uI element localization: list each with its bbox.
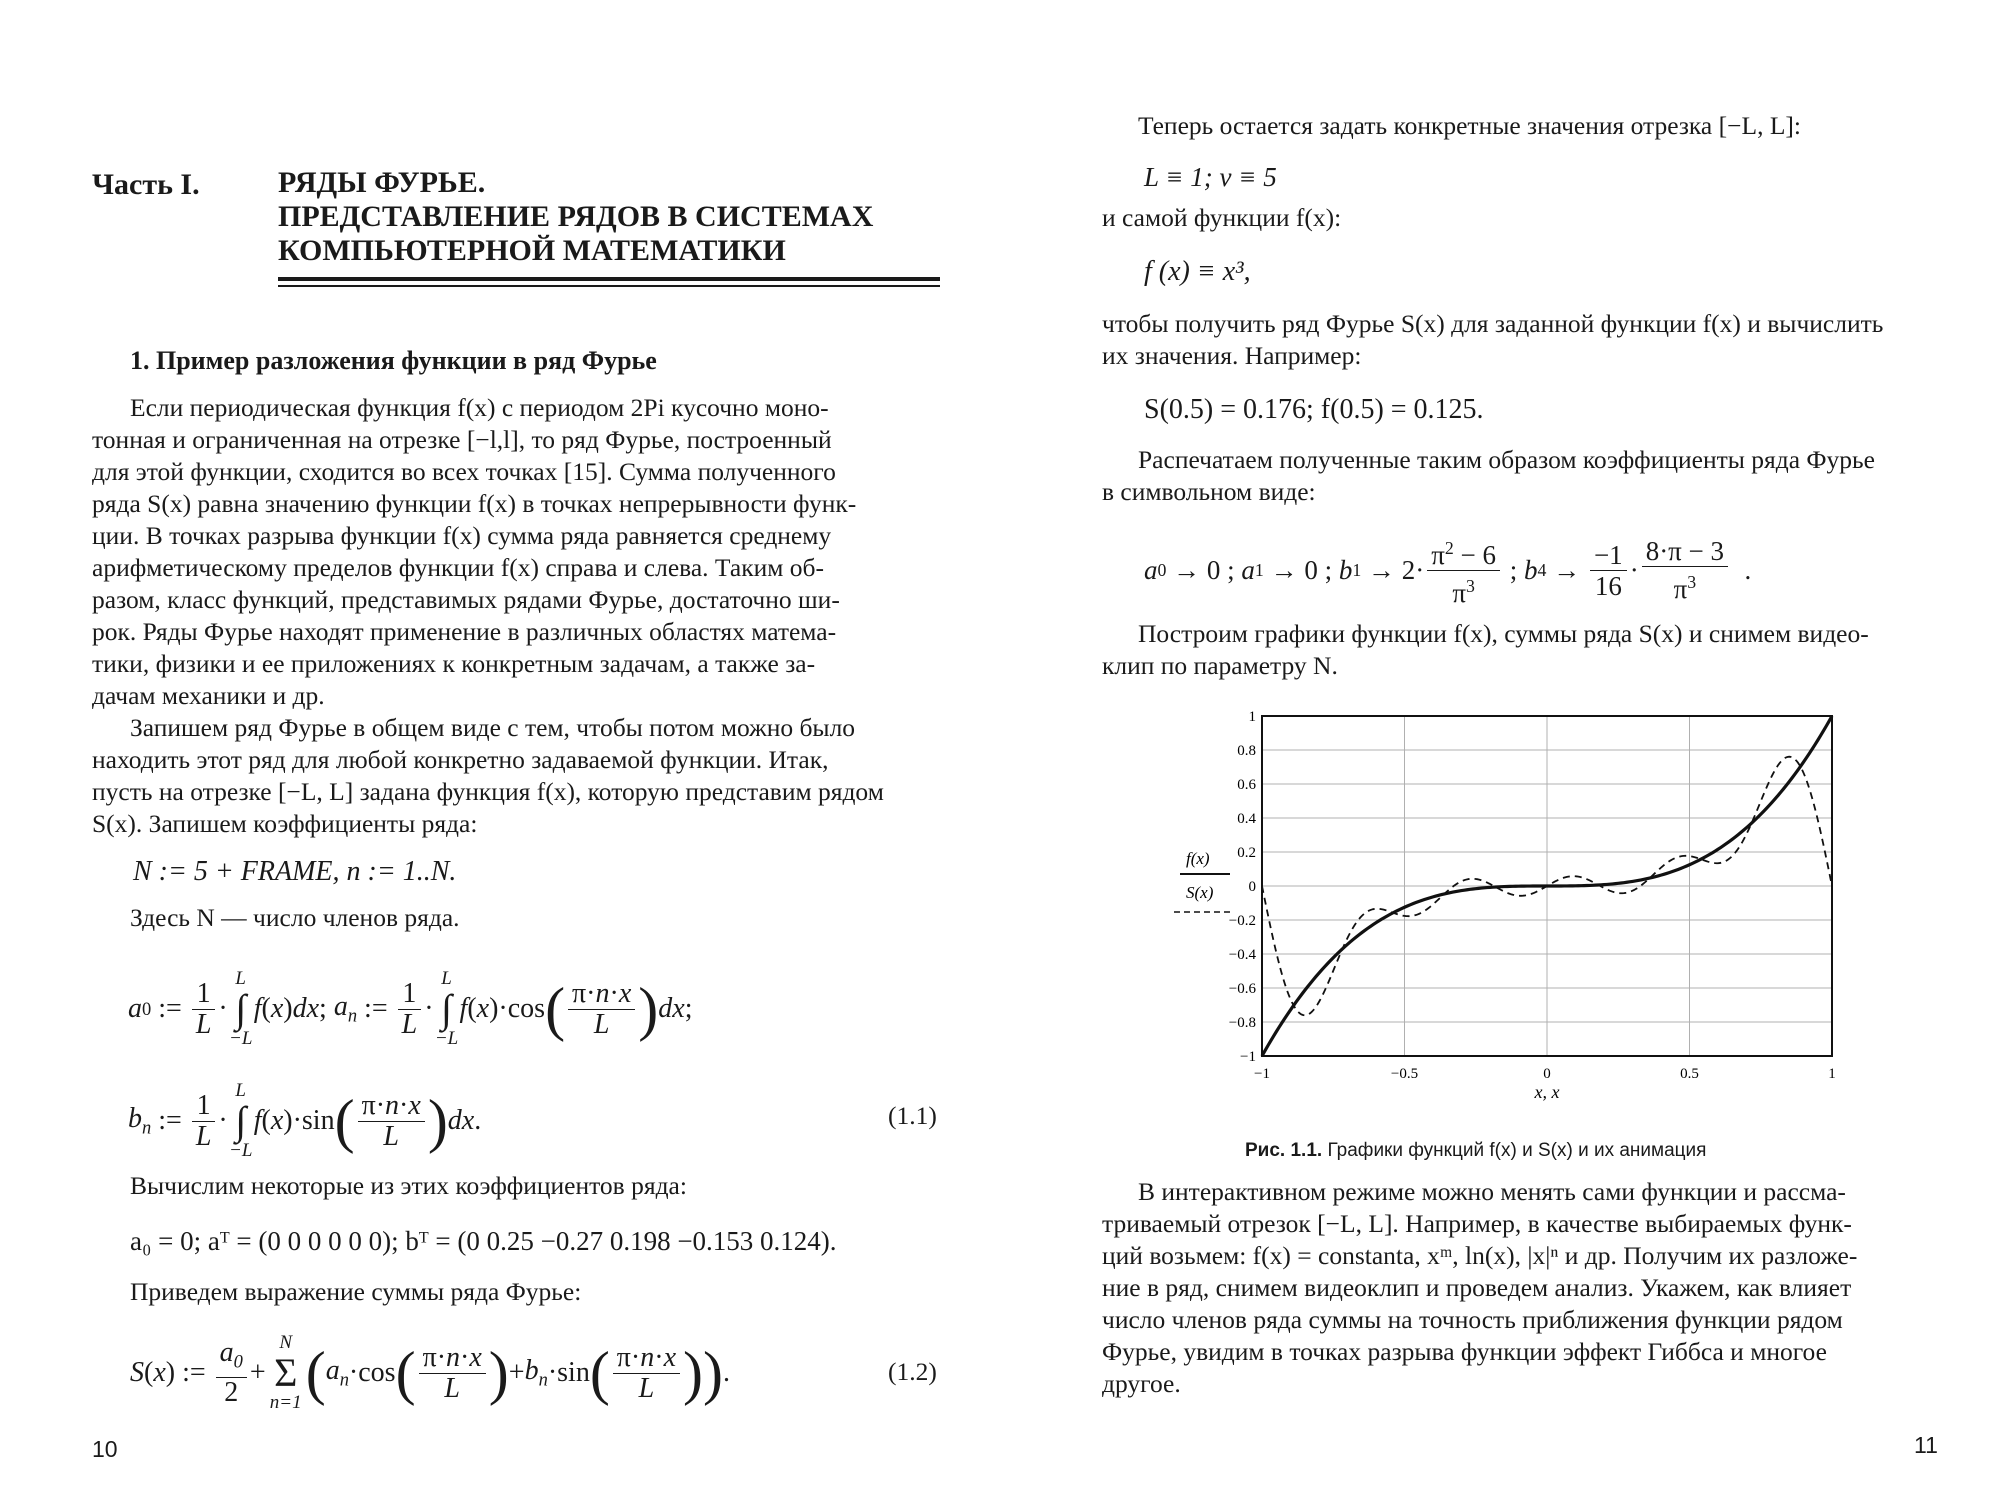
paragraph-2: [92, 712, 940, 840]
page-number: 11: [1914, 1432, 1938, 1458]
section-heading: 1. Пример разложения функции в ряд Фурье: [130, 346, 657, 375]
text-line: Фурье, увидим в точках разрыва функции эффект Гиббса и многое: [1102, 1337, 1827, 1366]
formula-values: S(0.5) = 0.176; f(0.5) = 0.125.: [1144, 394, 1484, 425]
text-line: другое.: [1102, 1369, 1181, 1398]
x-tick-label: 1: [1828, 1066, 1836, 1082]
x-axis-label: x, x: [1534, 1082, 1560, 1102]
text-line: чтобы получить ряд Фурье S(x) для заданной функции f(x) и вычислить: [1102, 309, 1884, 338]
text-line: дачам механики и др.: [92, 681, 325, 710]
x-tick-label: 0: [1543, 1066, 1551, 1082]
equation-a-coefficients: a 0 := $\frac{1}{L}$ · L ∫ −L f ( x ) dx ; $a_n$ := $\frac{1}{L}$ · L ∫ −L f ( x )·cos ( $\frac{\pi\cdot n\cdot x}{L}$ ) dx ;: [128, 968, 693, 1049]
text-line: Построим графики функции f(x), суммы ряда S(x) и снимем видео-: [1138, 619, 1869, 648]
text-compute: Вычислим некоторые из этих коэффициентов ряда:: [130, 1171, 687, 1200]
text-line: тонная и ограниченная на отрезке [−l,l], то ряд Фурье, построенный: [92, 425, 832, 454]
y-tick-label: 0.4: [1237, 811, 1256, 827]
part-title-line: ПРЕДСТАВЛЕНИЕ РЯДОВ В СИСТЕМАХ: [278, 200, 874, 233]
equation-number: (1.1): [888, 1101, 937, 1130]
figure-caption-label: Рис. 1.1.: [1245, 1140, 1323, 1161]
x-tick-labels: [1254, 1066, 1836, 1082]
text-line: для этой функции, сходится во всех точках [15]. Сумма полученного: [92, 457, 836, 486]
y-tick-label: 1: [1248, 709, 1256, 725]
formula-f: f (x) ≡ x³,: [1144, 256, 1251, 287]
text-line: ции. В точках разрыва функции f(x) сумма ряда равняется среднему: [92, 521, 832, 550]
text-line: триваемый отрезок [−L, L]. Например, в качестве выбираемых функ-: [1102, 1209, 1852, 1238]
coefficient-values: a₀ = 0; aᵀ = (0 0 0 0 0 0); bᵀ = (0 0.25 −0.27 0.198 −0.153 0.124).: [130, 1226, 837, 1256]
x-tick-label: 0.5: [1680, 1066, 1699, 1082]
text-line: разом, класс функций, представимых рядами Фурье, достаточно ши-: [92, 585, 840, 614]
y-tick-label: −0.6: [1228, 981, 1256, 997]
text-line: пусть на отрезке [−L, L] задана функция f(x), которую представим рядом: [92, 777, 884, 806]
y-tick-label: 0.2: [1237, 845, 1256, 861]
y-tick-label: −0.2: [1228, 913, 1256, 929]
text-line: рок. Ряды Фурье находят применение в различных областях матема-: [92, 617, 837, 646]
symbolic-coefficients: a 0 → 0 ; a 1 → 0 ; b 1 → 2· $\frac{\pi^2 - 6}{\pi^3}$ ; b 4 → $\frac{-1}{16}$ · $\frac{8\cdot\pi - 3}{\pi^3}$ .: [1144, 530, 1751, 610]
fourier-chart: [1160, 700, 1850, 1110]
text-line: Запишем ряд Фурье в общем виде с тем, чтобы потом можно было: [130, 713, 856, 742]
text-N-definition: Здесь N — число членов ряда.: [130, 903, 460, 932]
y-axis-label-f: f(x): [1186, 849, 1210, 868]
paragraph-1: [92, 392, 940, 712]
text-line: ций возьмем: f(x) = constanta, xᵐ, ln(x), |x|ⁿ и др. Получим их разложе-: [1102, 1241, 1858, 1270]
page-number: 10: [92, 1436, 118, 1462]
equation-fourier-sum: S ( x ) := $\frac{a_0}{2}$ + N Σ n=1 ( $a_n$ ·cos ( $\frac{\pi\cdot n\cdot x}{L}$ ) + $b_n$ ·sin ( $\frac{\pi\cdot n\cdot x}{L}$ )) .: [130, 1332, 730, 1413]
text-sum: Приведем выражение суммы ряда Фурье:: [130, 1277, 582, 1306]
text-line: находить этот ряд для любой конкретно задаваемой функции. Итак,: [92, 745, 829, 774]
y-tick-label: −0.4: [1228, 947, 1256, 963]
y-tick-label: 0.8: [1237, 743, 1256, 759]
text-line: ряда S(x) равна значению функции f(x) в точках непрерывности функ-: [92, 489, 857, 518]
part-title: [278, 166, 873, 268]
y-axis-label-S: S(x): [1186, 883, 1214, 902]
y-tick-label: 0: [1248, 879, 1256, 895]
y-tick-label: −1: [1240, 1049, 1256, 1065]
text-interval: Теперь остается задать конкретные значения отрезка [−L, L]:: [1138, 111, 1801, 140]
figure-caption-text: Графики функций f(x) и S(x) и их анимация: [1327, 1140, 1707, 1161]
text-line: В интерактивном режиме можно менять сами функции и рассма-: [1138, 1177, 1846, 1206]
equation-b-coefficients: $b_n$ := $\frac{1}{L}$ · L ∫ −L f ( x )·sin ( $\frac{\pi\cdot n\cdot x}{L}$ ) dx .: [128, 1080, 482, 1161]
text-plot: [1102, 618, 1950, 682]
y-tick-labels: [1229, 709, 1257, 1065]
part-title-line: РЯДЫ ФУРЬЕ.: [278, 166, 486, 199]
text-line: в символьном виде:: [1102, 477, 1316, 506]
text-line: число членов ряда суммы на точность приближения функции рядом: [1102, 1305, 1843, 1334]
text-line: арифметическому пределов функции f(x) справа и слева. Таким об-: [92, 553, 824, 582]
part-title-line: КОМПЬЮТЕРНОЙ МАТЕМАТИКИ: [278, 234, 786, 267]
figure-caption: [1245, 1140, 1706, 1162]
text-line: S(x). Запишем коэффициенты ряда:: [92, 809, 478, 838]
text-obtain: [1102, 308, 1950, 372]
text-function: и самой функции f(x):: [1102, 203, 1342, 232]
part-label: Часть I.: [92, 168, 200, 201]
text-line: ние в ряд, снимем видеоклип и проведем анализ. Укажем, как влияет: [1102, 1273, 1852, 1302]
title-rule-thick: [278, 277, 940, 281]
formula-N: N := 5 + FRAME, n := 1..N.: [133, 856, 457, 887]
x-tick-label: −1: [1254, 1066, 1270, 1082]
text-line: Распечатаем полученные таким образом коэффициенты ряда Фурье: [1138, 445, 1875, 474]
text-line: тики, физики и ее приложениях к конкретным задачам, а также за-: [92, 649, 816, 678]
x-tick-label: −0.5: [1390, 1066, 1419, 1082]
title-rule-thin: [278, 285, 940, 287]
y-tick-label: −0.8: [1228, 1015, 1256, 1031]
text-line: клип по параметру N.: [1102, 651, 1338, 680]
paragraph-final: [1102, 1176, 1950, 1400]
text-line: Если периодическая функция f(x) с периодом 2Pi кусочно моно-: [130, 393, 829, 422]
formula-L: L ≡ 1; v ≡ 5: [1144, 162, 1277, 192]
equation-number: (1.2): [888, 1357, 937, 1386]
y-tick-label: 0.6: [1237, 777, 1256, 793]
text-line: их значения. Например:: [1102, 341, 1362, 370]
text-print: [1102, 444, 1950, 508]
